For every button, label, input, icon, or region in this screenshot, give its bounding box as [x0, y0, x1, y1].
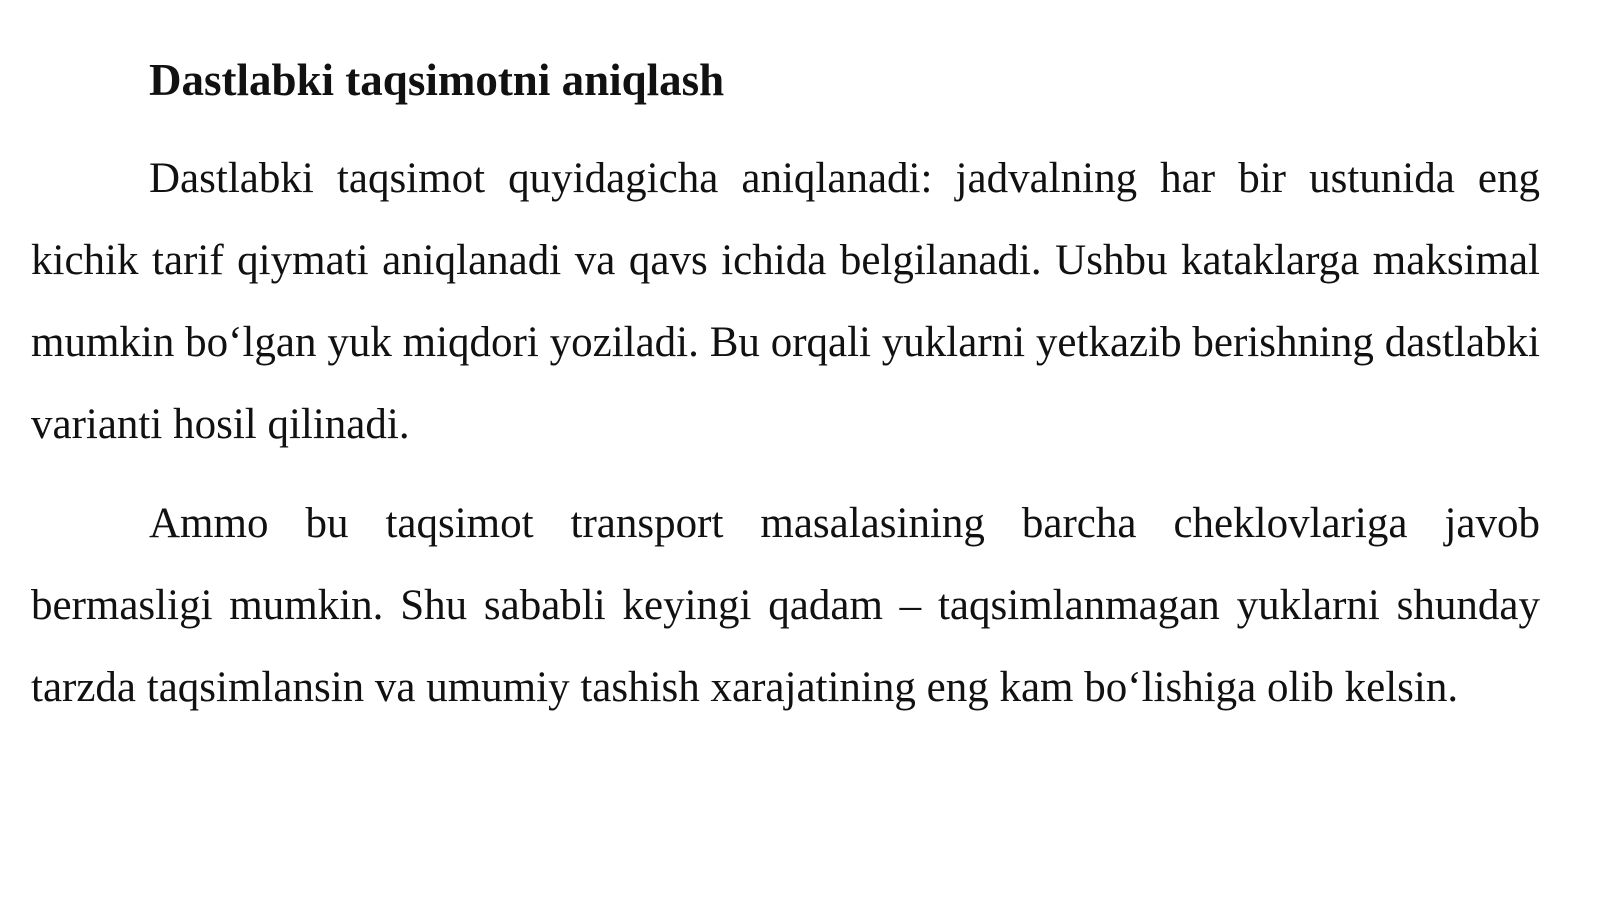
section-heading: Dastlabki taqsimotni aniqlash	[149, 55, 725, 105]
paragraph-next-step: Ammo bu taqsimot transport masalasining barcha cheklovlariga javob bermasligi mumkin. Shu sababli keyingi qadam – taqsimlanmagan yuklarni shunday tarzda taqsimlansin va umumiy tashish xarajatining eng kam bo‘lishiga olib kelsin.	[31, 500, 1540, 711]
paragraph-initial-distribution: Dastlabki taqsimot quyidagicha aniqlanadi: jadvalning har bir ustunida eng kichik tarif qiymati aniqlanadi va qavs ichida belgilanadi. Ushbu kataklarga maksimal mumkin bo‘lgan yuk miqdori yoziladi. Bu orqali yuklarni yetkazib berishning dastlabki varianti hosil qilinadi.	[31, 155, 1540, 448]
